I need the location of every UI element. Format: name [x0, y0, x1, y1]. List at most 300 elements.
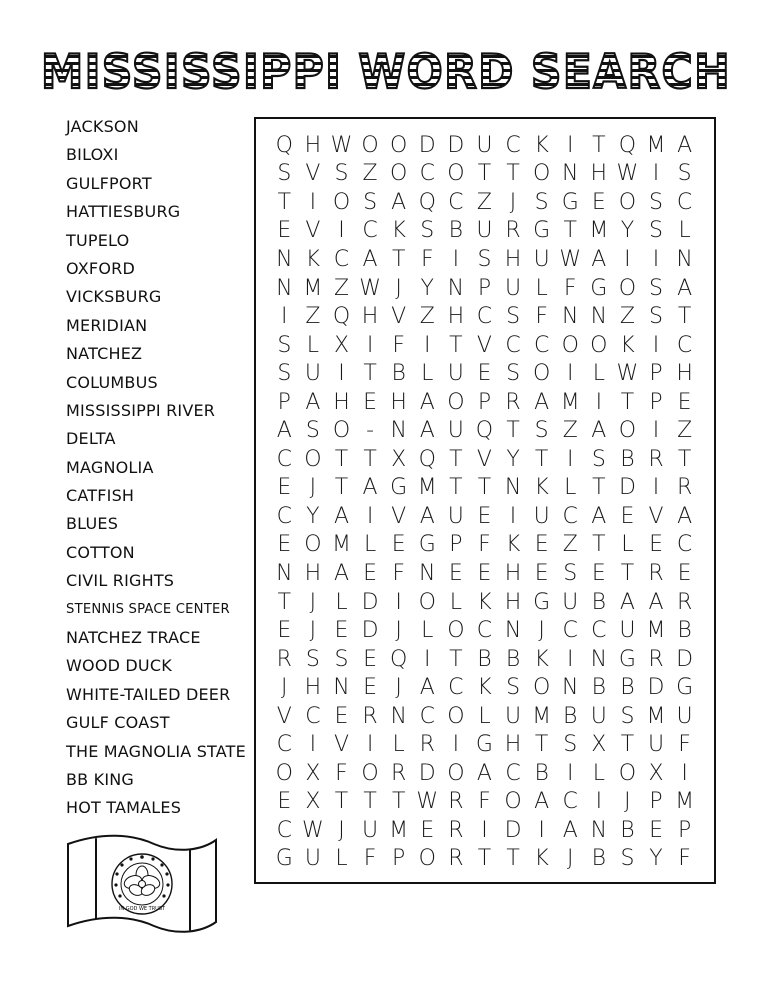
- grid-letter[interactable]: L: [392, 732, 405, 758]
- grid-letter[interactable]: T: [563, 218, 577, 244]
- grid-letter[interactable]: U: [476, 218, 493, 244]
- grid-letter[interactable]: Z: [562, 532, 578, 558]
- grid-letter[interactable]: E: [363, 675, 378, 701]
- grid-letter[interactable]: S: [591, 446, 606, 472]
- grid-letter[interactable]: G: [418, 532, 436, 558]
- grid-letter[interactable]: W: [616, 361, 639, 387]
- grid-letter[interactable]: E: [334, 703, 349, 729]
- grid-letter[interactable]: C: [362, 218, 378, 244]
- grid-letter[interactable]: A: [476, 760, 492, 786]
- grid-letter[interactable]: S: [649, 304, 663, 330]
- grid-letter[interactable]: O: [447, 618, 465, 644]
- grid-letter[interactable]: J: [395, 275, 402, 301]
- grid-letter[interactable]: U: [447, 361, 464, 387]
- grid-letter[interactable]: E: [334, 618, 349, 644]
- grid-letter[interactable]: L: [449, 589, 462, 615]
- grid-letter[interactable]: C: [276, 732, 292, 758]
- grid-letter[interactable]: G: [390, 475, 408, 501]
- grid-letter[interactable]: T: [620, 560, 635, 586]
- grid-letter[interactable]: B: [391, 361, 406, 387]
- grid-letter[interactable]: K: [477, 589, 492, 615]
- grid-letter[interactable]: O: [561, 332, 579, 358]
- grid-letter[interactable]: W: [302, 817, 324, 843]
- grid-letter[interactable]: X: [591, 732, 607, 758]
- grid-letter[interactable]: R: [362, 703, 378, 729]
- grid-letter[interactable]: F: [392, 332, 405, 358]
- grid-letter[interactable]: S: [420, 218, 435, 244]
- grid-letter[interactable]: T: [477, 161, 492, 187]
- grid-letter[interactable]: N: [276, 560, 293, 586]
- grid-letter[interactable]: I: [595, 789, 603, 815]
- grid-letter[interactable]: H: [304, 132, 322, 158]
- grid-letter[interactable]: D: [361, 618, 379, 644]
- grid-letter[interactable]: R: [391, 760, 407, 786]
- grid-letter[interactable]: T: [449, 475, 463, 501]
- grid-letter[interactable]: N: [562, 161, 579, 187]
- grid-letter[interactable]: H: [676, 361, 693, 387]
- grid-letter[interactable]: S: [649, 275, 663, 301]
- grid-letter[interactable]: Q: [390, 646, 408, 672]
- grid-letter[interactable]: J: [309, 589, 317, 615]
- grid-letter[interactable]: I: [309, 732, 317, 758]
- grid-letter[interactable]: I: [395, 589, 402, 615]
- grid-letter[interactable]: F: [563, 275, 577, 301]
- grid-letter[interactable]: Z: [619, 304, 635, 330]
- grid-letter[interactable]: L: [478, 703, 491, 729]
- grid-letter[interactable]: I: [652, 161, 660, 187]
- grid-letter[interactable]: E: [363, 560, 378, 586]
- grid-letter[interactable]: H: [447, 304, 465, 330]
- grid-letter[interactable]: C: [505, 760, 521, 786]
- grid-letter[interactable]: L: [535, 275, 548, 301]
- grid-letter[interactable]: O: [390, 161, 408, 187]
- grid-letter[interactable]: C: [305, 703, 321, 729]
- grid-letter[interactable]: M: [532, 703, 552, 729]
- grid-letter[interactable]: S: [334, 161, 349, 187]
- grid-letter[interactable]: I: [538, 817, 545, 843]
- grid-letter[interactable]: E: [363, 646, 378, 672]
- grid-letter[interactable]: S: [477, 246, 492, 272]
- grid-letter[interactable]: L: [335, 846, 348, 872]
- grid-letter[interactable]: X: [305, 760, 321, 786]
- grid-letter[interactable]: A: [419, 389, 435, 415]
- grid-letter[interactable]: P: [392, 846, 406, 872]
- grid-letter[interactable]: I: [509, 503, 517, 529]
- grid-letter[interactable]: I: [452, 732, 460, 758]
- grid-letter[interactable]: O: [332, 189, 351, 215]
- grid-letter[interactable]: V: [333, 732, 350, 758]
- grid-letter[interactable]: B: [477, 646, 492, 672]
- grid-letter[interactable]: B: [620, 446, 635, 472]
- grid-letter[interactable]: B: [534, 760, 549, 786]
- grid-letter[interactable]: A: [419, 675, 435, 701]
- grid-letter[interactable]: T: [477, 475, 492, 501]
- grid-letter[interactable]: T: [620, 732, 635, 758]
- grid-letter[interactable]: O: [447, 389, 465, 415]
- grid-letter[interactable]: T: [506, 161, 520, 187]
- grid-letter[interactable]: B: [563, 703, 578, 729]
- grid-letter[interactable]: E: [477, 361, 492, 387]
- grid-letter[interactable]: G: [590, 275, 608, 301]
- grid-letter[interactable]: B: [620, 817, 635, 843]
- grid-letter[interactable]: E: [391, 532, 406, 558]
- grid-letter[interactable]: R: [448, 789, 464, 815]
- grid-letter[interactable]: J: [309, 475, 317, 501]
- grid-letter[interactable]: L: [306, 332, 320, 358]
- grid-letter[interactable]: M: [646, 132, 666, 158]
- grid-letter[interactable]: A: [276, 418, 292, 444]
- grid-letter[interactable]: N: [447, 275, 465, 301]
- grid-letter[interactable]: W: [359, 275, 381, 301]
- grid-letter[interactable]: T: [334, 789, 349, 815]
- grid-letter[interactable]: R: [448, 846, 464, 872]
- grid-letter[interactable]: V: [391, 503, 407, 529]
- grid-letter[interactable]: K: [534, 475, 549, 501]
- grid-letter[interactable]: U: [590, 703, 607, 729]
- grid-letter[interactable]: I: [309, 189, 317, 215]
- grid-letter[interactable]: U: [562, 589, 579, 615]
- grid-letter[interactable]: Y: [420, 275, 434, 301]
- grid-letter[interactable]: R: [676, 589, 693, 615]
- grid-letter[interactable]: C: [533, 332, 550, 358]
- grid-letter[interactable]: C: [676, 189, 693, 215]
- grid-letter[interactable]: B: [591, 589, 607, 615]
- grid-letter[interactable]: T: [534, 446, 549, 472]
- grid-letter[interactable]: V: [276, 703, 292, 729]
- grid-letter[interactable]: T: [334, 475, 349, 501]
- grid-letter[interactable]: C: [448, 189, 464, 215]
- grid-letter[interactable]: Q: [332, 304, 351, 330]
- grid-letter[interactable]: P: [649, 389, 663, 415]
- grid-letter[interactable]: C: [476, 304, 493, 330]
- grid-letter[interactable]: L: [678, 218, 691, 244]
- grid-letter[interactable]: M: [589, 218, 609, 244]
- grid-letter[interactable]: A: [305, 389, 321, 415]
- grid-letter[interactable]: J: [281, 675, 288, 701]
- grid-letter[interactable]: Q: [418, 446, 436, 472]
- grid-letter[interactable]: O: [504, 789, 522, 815]
- grid-letter[interactable]: F: [335, 760, 348, 786]
- grid-letter[interactable]: R: [648, 560, 664, 586]
- grid-letter[interactable]: L: [421, 361, 434, 387]
- grid-letter[interactable]: U: [676, 703, 693, 729]
- grid-letter[interactable]: E: [477, 503, 492, 529]
- grid-letter[interactable]: M: [675, 789, 695, 815]
- grid-letter[interactable]: I: [338, 361, 345, 387]
- grid-letter[interactable]: I: [366, 503, 374, 529]
- grid-letter[interactable]: B: [620, 675, 635, 701]
- grid-letter[interactable]: U: [504, 703, 522, 729]
- grid-letter[interactable]: I: [624, 246, 631, 272]
- grid-letter[interactable]: S: [506, 675, 521, 701]
- grid-letter[interactable]: T: [592, 132, 606, 158]
- grid-letter[interactable]: H: [590, 161, 608, 187]
- grid-letter[interactable]: T: [677, 446, 692, 472]
- grid-letter[interactable]: C: [676, 332, 693, 358]
- grid-letter[interactable]: L: [363, 532, 377, 558]
- grid-letter[interactable]: A: [591, 503, 607, 529]
- grid-letter[interactable]: B: [505, 646, 521, 672]
- grid-letter[interactable]: F: [478, 789, 491, 815]
- grid-letter[interactable]: Z: [333, 275, 350, 301]
- grid-letter[interactable]: N: [676, 246, 693, 272]
- grid-letter[interactable]: M: [646, 618, 666, 644]
- grid-letter[interactable]: B: [677, 618, 692, 644]
- grid-letter[interactable]: T: [363, 446, 377, 472]
- grid-letter[interactable]: E: [277, 532, 292, 558]
- grid-letter[interactable]: E: [420, 817, 435, 843]
- grid-letter[interactable]: R: [676, 475, 693, 501]
- grid-letter[interactable]: P: [649, 361, 663, 387]
- grid-letter[interactable]: T: [592, 532, 606, 558]
- grid-letter[interactable]: R: [419, 732, 435, 758]
- grid-letter[interactable]: G: [618, 646, 636, 672]
- grid-letter[interactable]: K: [534, 132, 549, 158]
- grid-letter[interactable]: P: [277, 389, 291, 415]
- grid-letter[interactable]: O: [532, 161, 551, 187]
- grid-letter[interactable]: C: [562, 789, 578, 815]
- grid-letter[interactable]: F: [392, 560, 405, 586]
- grid-letter[interactable]: T: [363, 361, 377, 387]
- grid-letter[interactable]: T: [449, 646, 463, 672]
- grid-letter[interactable]: G: [533, 218, 551, 244]
- grid-letter[interactable]: T: [506, 418, 520, 444]
- grid-letter[interactable]: J: [395, 675, 402, 701]
- grid-letter[interactable]: U: [304, 361, 321, 387]
- grid-letter[interactable]: Z: [362, 161, 378, 187]
- grid-letter[interactable]: U: [647, 732, 665, 758]
- grid-letter[interactable]: L: [592, 760, 605, 786]
- grid-letter[interactable]: Z: [419, 304, 435, 330]
- grid-letter[interactable]: A: [534, 389, 550, 415]
- grid-letter[interactable]: D: [447, 132, 465, 158]
- grid-letter[interactable]: I: [566, 132, 574, 158]
- grid-letter[interactable]: X: [305, 789, 321, 815]
- grid-letter[interactable]: S: [563, 560, 578, 586]
- grid-letter[interactable]: E: [649, 817, 663, 843]
- grid-letter[interactable]: O: [361, 132, 379, 158]
- grid-letter[interactable]: E: [277, 789, 292, 815]
- grid-letter[interactable]: I: [481, 817, 488, 843]
- grid-letter[interactable]: S: [277, 332, 292, 358]
- grid-letter[interactable]: C: [505, 332, 521, 358]
- grid-letter[interactable]: K: [477, 675, 492, 701]
- grid-letter[interactable]: Z: [562, 418, 578, 444]
- grid-letter[interactable]: A: [591, 418, 607, 444]
- grid-letter[interactable]: E: [591, 560, 606, 586]
- grid-letter[interactable]: T: [592, 475, 606, 501]
- grid-letter[interactable]: T: [391, 789, 406, 815]
- grid-letter[interactable]: N: [562, 304, 579, 330]
- grid-letter[interactable]: V: [305, 161, 321, 187]
- grid-letter[interactable]: I: [595, 389, 603, 415]
- grid-letter[interactable]: S: [620, 846, 635, 872]
- grid-letter[interactable]: N: [333, 675, 350, 701]
- grid-letter[interactable]: U: [533, 246, 550, 272]
- grid-letter[interactable]: O: [447, 703, 465, 729]
- grid-letter[interactable]: N: [276, 275, 293, 301]
- grid-letter[interactable]: A: [333, 503, 350, 529]
- grid-letter[interactable]: C: [276, 503, 292, 529]
- grid-letter[interactable]: E: [677, 560, 692, 586]
- grid-letter[interactable]: A: [333, 560, 350, 586]
- grid-letter[interactable]: T: [506, 846, 520, 872]
- grid-letter[interactable]: R: [448, 817, 464, 843]
- grid-letter[interactable]: C: [476, 618, 493, 644]
- grid-letter[interactable]: E: [534, 560, 549, 586]
- grid-letter[interactable]: H: [390, 389, 407, 415]
- grid-letter[interactable]: S: [277, 361, 292, 387]
- grid-letter[interactable]: S: [620, 703, 635, 729]
- grid-letter[interactable]: P: [477, 275, 492, 301]
- grid-letter[interactable]: S: [506, 304, 521, 330]
- grid-letter[interactable]: F: [363, 846, 377, 872]
- grid-letter[interactable]: O: [618, 760, 637, 786]
- grid-letter[interactable]: S: [534, 418, 549, 444]
- grid-letter[interactable]: R: [505, 218, 521, 244]
- grid-letter[interactable]: T: [677, 304, 692, 330]
- grid-letter[interactable]: D: [647, 675, 665, 701]
- grid-letter[interactable]: Z: [677, 418, 693, 444]
- grid-letter[interactable]: G: [275, 846, 293, 872]
- grid-letter[interactable]: E: [448, 560, 463, 586]
- grid-letter[interactable]: Y: [506, 446, 520, 472]
- grid-letter[interactable]: C: [419, 703, 435, 729]
- grid-letter[interactable]: F: [678, 846, 691, 872]
- grid-letter[interactable]: I: [566, 361, 574, 387]
- grid-letter[interactable]: W: [559, 246, 582, 272]
- grid-letter[interactable]: B: [591, 675, 607, 701]
- grid-letter[interactable]: Q: [618, 132, 637, 158]
- grid-letter[interactable]: W: [330, 132, 353, 158]
- grid-letter[interactable]: D: [361, 589, 379, 615]
- grid-letter[interactable]: R: [648, 646, 664, 672]
- grid-letter[interactable]: O: [275, 760, 293, 786]
- grid-letter[interactable]: E: [277, 618, 292, 644]
- grid-letter[interactable]: J: [395, 618, 402, 644]
- grid-letter[interactable]: U: [447, 418, 464, 444]
- grid-letter[interactable]: I: [652, 246, 660, 272]
- grid-letter[interactable]: T: [449, 332, 463, 358]
- grid-letter[interactable]: U: [533, 503, 550, 529]
- grid-letter[interactable]: F: [535, 304, 548, 330]
- grid-letter[interactable]: U: [476, 132, 493, 158]
- grid-letter[interactable]: A: [648, 589, 664, 615]
- grid-letter[interactable]: F: [420, 246, 434, 272]
- grid-letter[interactable]: A: [534, 789, 550, 815]
- grid-letter[interactable]: E: [277, 218, 292, 244]
- grid-letter[interactable]: F: [678, 732, 691, 758]
- grid-letter[interactable]: N: [390, 418, 407, 444]
- grid-letter[interactable]: A: [419, 418, 435, 444]
- grid-letter[interactable]: N: [390, 703, 407, 729]
- grid-letter[interactable]: U: [619, 618, 636, 644]
- grid-letter[interactable]: K: [305, 246, 321, 272]
- grid-letter[interactable]: T: [363, 789, 377, 815]
- grid-letter[interactable]: I: [652, 418, 660, 444]
- grid-letter[interactable]: D: [676, 646, 694, 672]
- grid-letter[interactable]: O: [590, 332, 608, 358]
- grid-letter[interactable]: I: [424, 332, 431, 358]
- grid-letter[interactable]: A: [619, 589, 635, 615]
- grid-letter[interactable]: M: [331, 532, 351, 558]
- grid-letter[interactable]: H: [504, 560, 522, 586]
- grid-letter[interactable]: U: [362, 817, 379, 843]
- grid-letter[interactable]: N: [590, 817, 608, 843]
- grid-letter[interactable]: U: [504, 275, 522, 301]
- grid-letter[interactable]: C: [276, 817, 292, 843]
- grid-letter[interactable]: I: [566, 446, 574, 472]
- grid-letter[interactable]: H: [304, 560, 322, 586]
- grid-letter[interactable]: A: [419, 503, 435, 529]
- grid-letter[interactable]: V: [391, 304, 407, 330]
- grid-letter[interactable]: I: [338, 218, 345, 244]
- grid-letter[interactable]: I: [366, 732, 374, 758]
- grid-letter[interactable]: C: [562, 503, 578, 529]
- grid-letter[interactable]: Q: [275, 132, 293, 158]
- grid-letter[interactable]: O: [304, 532, 322, 558]
- grid-letter[interactable]: U: [304, 846, 321, 872]
- grid-letter[interactable]: Z: [476, 189, 492, 215]
- grid-letter[interactable]: T: [534, 732, 549, 758]
- grid-letter[interactable]: C: [333, 246, 350, 272]
- grid-letter[interactable]: G: [561, 189, 579, 215]
- grid-letter[interactable]: J: [624, 789, 631, 815]
- grid-letter[interactable]: E: [591, 189, 606, 215]
- grid-letter[interactable]: I: [652, 332, 660, 358]
- grid-letter[interactable]: N: [562, 675, 579, 701]
- grid-letter[interactable]: T: [277, 189, 292, 215]
- grid-letter[interactable]: L: [335, 589, 348, 615]
- grid-letter[interactable]: S: [363, 189, 378, 215]
- grid-letter[interactable]: Q: [418, 189, 436, 215]
- grid-letter[interactable]: P: [649, 789, 663, 815]
- grid-letter[interactable]: K: [505, 532, 521, 558]
- grid-letter[interactable]: J: [538, 618, 545, 644]
- grid-letter[interactable]: A: [562, 817, 578, 843]
- grid-letter[interactable]: M: [389, 817, 409, 843]
- grid-letter[interactable]: E: [677, 389, 692, 415]
- grid-letter[interactable]: H: [504, 732, 522, 758]
- grid-letter[interactable]: E: [620, 503, 635, 529]
- grid-letter[interactable]: N: [276, 246, 293, 272]
- grid-letter[interactable]: K: [391, 218, 406, 244]
- grid-letter[interactable]: O: [332, 418, 351, 444]
- grid-letter[interactable]: S: [649, 218, 663, 244]
- grid-letter[interactable]: A: [677, 275, 693, 301]
- grid-letter[interactable]: X: [391, 446, 407, 472]
- grid-letter[interactable]: J: [309, 618, 317, 644]
- grid-letter[interactable]: -: [366, 418, 375, 444]
- grid-letter[interactable]: C: [676, 532, 693, 558]
- grid-letter[interactable]: I: [652, 475, 660, 501]
- grid-letter[interactable]: W: [416, 789, 439, 815]
- grid-letter[interactable]: M: [560, 389, 580, 415]
- grid-letter[interactable]: S: [305, 646, 320, 672]
- grid-letter[interactable]: S: [277, 161, 292, 187]
- grid-letter[interactable]: O: [618, 418, 637, 444]
- grid-letter[interactable]: N: [504, 475, 522, 501]
- grid-letter[interactable]: D: [418, 132, 436, 158]
- grid-letter[interactable]: T: [449, 446, 463, 472]
- grid-letter[interactable]: I: [366, 332, 374, 358]
- grid-letter[interactable]: H: [304, 675, 322, 701]
- grid-letter[interactable]: N: [590, 304, 608, 330]
- grid-letter[interactable]: O: [304, 446, 322, 472]
- grid-letter[interactable]: P: [477, 389, 492, 415]
- grid-letter[interactable]: I: [452, 246, 460, 272]
- grid-letter[interactable]: R: [505, 389, 521, 415]
